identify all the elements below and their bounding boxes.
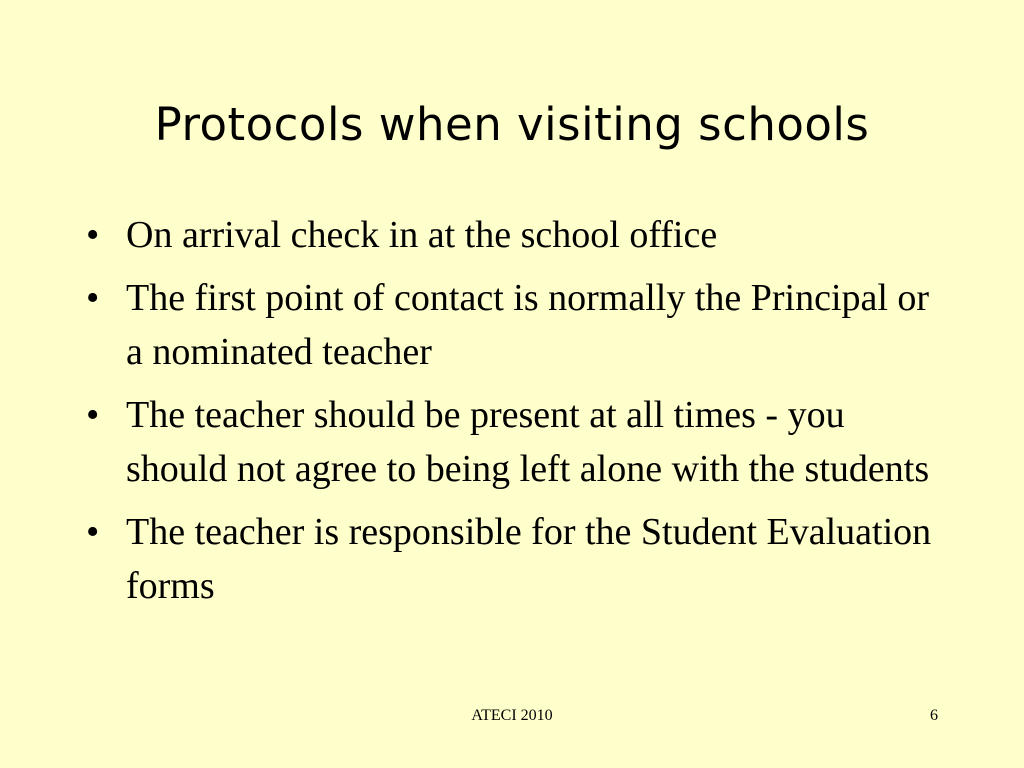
footer-text: ATECI 2010 <box>471 707 553 724</box>
page-number: 6 <box>930 707 938 724</box>
bullet-item <box>86 388 936 496</box>
bullet-dot-icon: • <box>86 511 100 553</box>
bullet-text: The teacher is responsible for the Student Evaluation forms <box>126 511 932 607</box>
slide-title: Protocols when visiting schools <box>154 98 870 151</box>
bullet-dot-icon: • <box>86 394 100 436</box>
bullet-text: The first point of contact is normally the Principal or a nominated teacher <box>126 277 930 373</box>
bullet-text: On arrival check in at the school office <box>126 214 718 256</box>
bullet-text: The teacher should be present at all times - you should not agree to being left alone with the students <box>126 394 930 490</box>
bullet-dot-icon: • <box>86 277 100 319</box>
bullet-item <box>86 505 936 613</box>
bullet-item <box>86 271 936 379</box>
bullet-list <box>86 208 936 622</box>
bullet-item <box>86 208 936 262</box>
bullet-dot-icon: • <box>86 214 100 256</box>
